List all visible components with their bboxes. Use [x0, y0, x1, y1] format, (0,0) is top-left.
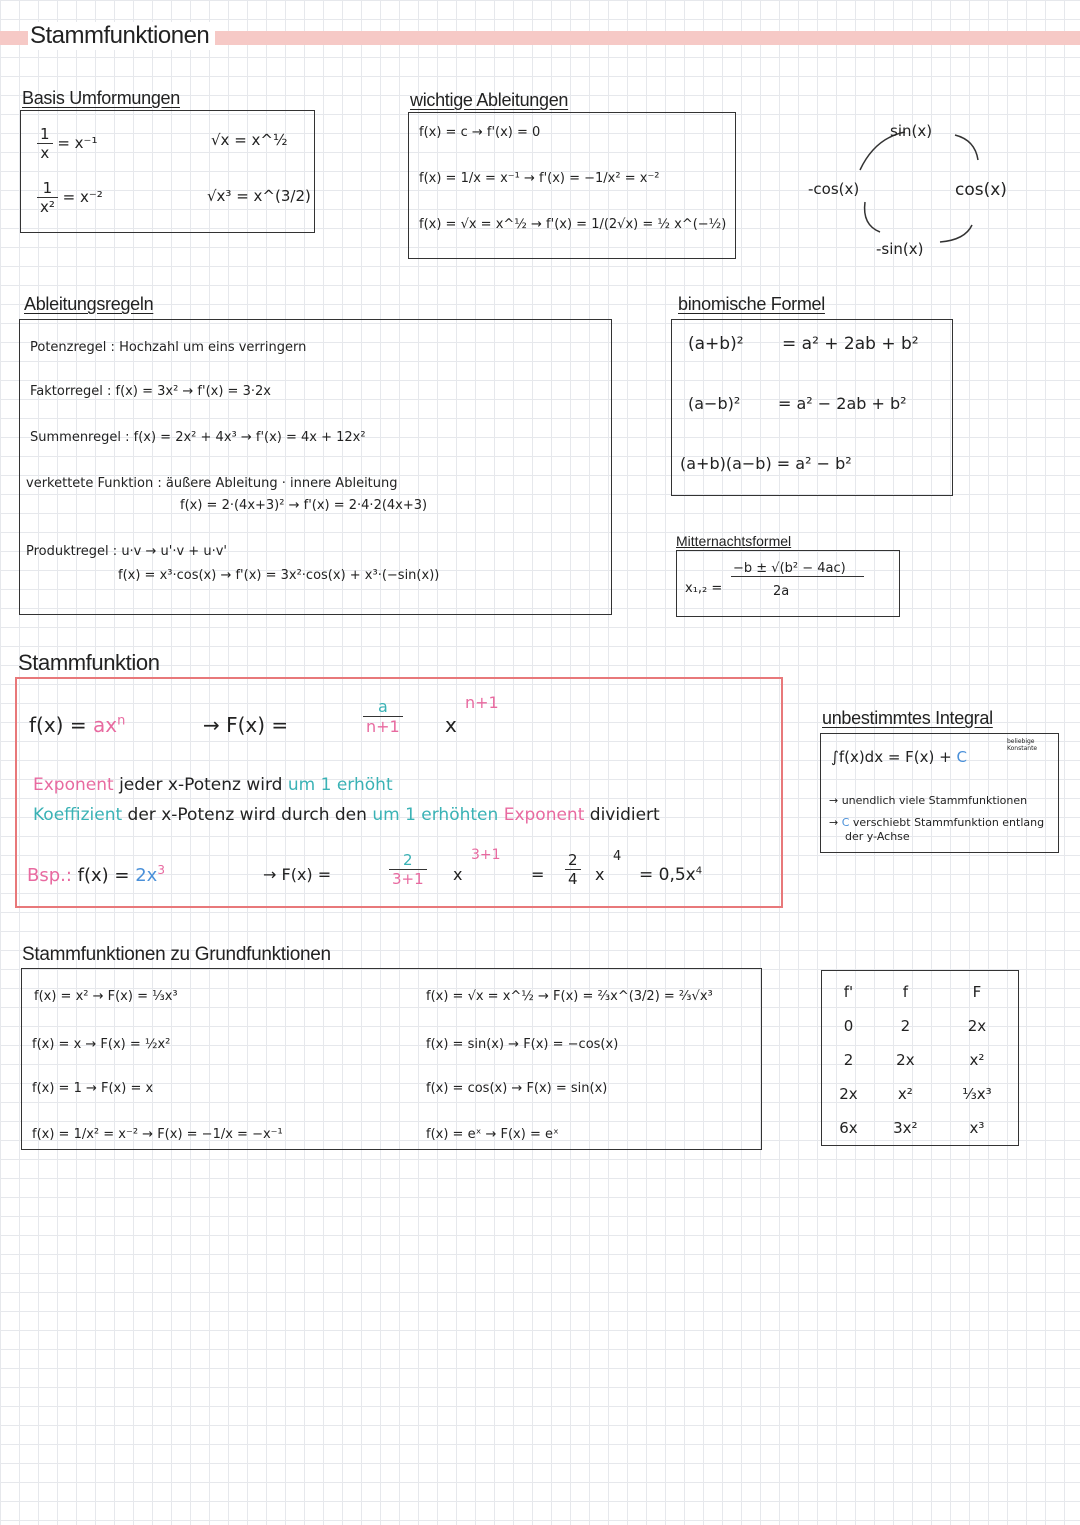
frac-1-over-x: $\frac{1}{x}$: [37, 125, 53, 162]
ableitungen-box: [408, 112, 736, 259]
stamm-formula-exp: n+1: [465, 693, 499, 712]
stamm-heading: Stammfunktion: [18, 650, 160, 675]
stamm-formula-fraction: $\frac{a}{n+1}$: [363, 697, 403, 736]
table-cell: 2x: [967, 1017, 987, 1035]
grund-right-1: f(x) = √x = x^½ → F(x) = ⅔x^(3/2) = ⅔√x³: [426, 989, 713, 1004]
basis-heading: Basis Umformungen: [22, 88, 180, 108]
ableitungen-row2: f(x) = 1/x = x⁻¹ → f'(x) = −1/x² = x⁻²: [419, 171, 660, 186]
integral-bullet2: → C verschiebt Stammfunktion entlang: [829, 816, 1045, 829]
table-cell: 2: [843, 1051, 854, 1069]
binom-box: [671, 319, 953, 496]
grund-left-2: f(x) = x → F(x) = ½x²: [32, 1037, 171, 1052]
stamm-example-x2: x: [595, 865, 605, 884]
table-header-row: [824, 975, 1016, 1009]
table-cell: 3x²: [893, 1119, 918, 1137]
grund-left-1: f(x) = x² → F(x) = ⅓x³: [34, 989, 178, 1004]
integral-bullet2-cont: der y-Achse: [845, 830, 910, 843]
integral-formula: ∫f(x)dx = F(x) + C: [831, 748, 967, 766]
binom-heading: binomische Formel: [678, 294, 825, 314]
binom-2-right: = a² − 2ab + b²: [778, 394, 907, 413]
basis-row1-left: $\frac{1}{x}$ = x⁻¹: [37, 125, 97, 162]
stamm-formula-arrow: → F(x) =: [203, 713, 289, 737]
frac-1-over-x2: $\frac{1}{\text{x²}}$: [37, 179, 58, 216]
table-row: [824, 1111, 1016, 1145]
ableitungen-row3: f(x) = √x = x^½ → f'(x) = 1/(2√x) = ½ x^(−½): [419, 217, 727, 232]
table-header: f: [902, 983, 908, 1001]
binom-3: (a+b)(a−b) = a² − b²: [680, 454, 852, 473]
grund-box: [21, 968, 762, 1150]
table-cell: 2: [900, 1017, 911, 1035]
integral-heading: unbestimmtes Integral: [822, 708, 993, 728]
ableitung-table: [824, 975, 1016, 1145]
produktregel-beispiel: f(x) = x³·cos(x) → f'(x) = 3x²·cos(x) + x³·(−sin(x)): [118, 568, 440, 583]
cycle-arrow-top-right: [955, 135, 978, 160]
table-header: f': [843, 983, 854, 1001]
basis-row2-left: $\frac{1}{\text{x²}}$ = x⁻²: [37, 179, 103, 216]
ableitungen-heading: wichtige Ableitungen: [410, 90, 569, 110]
stamm-formula-lhs: $f(x) = ax^n$: [29, 713, 126, 737]
stamm-example-equals: =: [531, 865, 545, 884]
table-cell: 0: [843, 1017, 854, 1035]
integral-note: beliebige Konstante: [1007, 738, 1038, 752]
cycle-bottom: -sin(x): [876, 240, 924, 258]
cycle-arrow-bottom-left: [865, 202, 880, 232]
stamm-example-lhs: Bsp.: $f(x) = 2x^3$: [27, 863, 165, 886]
stamm-rule-line1: Exponent jeder x-Potenz wird um 1 erhöht: [33, 775, 393, 795]
binom-2-left: (a−b)²: [688, 394, 741, 413]
table-row: [824, 1009, 1016, 1043]
grund-heading: Stammfunktionen zu Grundfunktionen: [22, 944, 331, 965]
grund-left-4: f(x) = 1/x² = x⁻² → F(x) = −1/x = −x⁻¹: [32, 1127, 283, 1142]
mitternacht-numerator: −b ± √(b² − 4ac): [731, 561, 864, 577]
cycle-left: -cos(x): [808, 180, 860, 198]
page-title: Stammfunktionen: [28, 22, 215, 50]
integral-box: [820, 733, 1059, 853]
mitternacht-denominator: 2a: [773, 584, 790, 599]
table-row: [824, 1043, 1016, 1077]
stamm-example-arrow: → F(x) =: [263, 865, 332, 884]
potenzregel: Potenzregel : Hochzahl um eins verringern: [30, 340, 307, 355]
stamm-formula-x: x: [445, 713, 457, 737]
binom-1-right: = a² + 2ab + b²: [782, 334, 919, 354]
table-cell: x²: [969, 1051, 985, 1069]
summenregel: Summenregel : f(x) = 2x² + 4x³ → f'(x) = 4x + 12x²: [30, 430, 366, 445]
stamm-example-fraction2: $\frac{2}{4}$: [565, 851, 581, 888]
cycle-right: cos(x): [955, 180, 1007, 200]
stamm-example-exp2: 4: [613, 849, 622, 864]
ableitung-table-box: [821, 970, 1019, 1146]
kettenregel: verkettete Funktion : äußere Ableitung · innere Ableitung: [26, 476, 398, 491]
regeln-heading: Ableitungsregeln: [24, 294, 154, 314]
table-cell: ⅓x³: [962, 1085, 992, 1103]
table-row: [824, 1077, 1016, 1111]
mitternacht-heading: Mitternachtsformel: [676, 533, 792, 549]
faktorregel: Faktorregel : f(x) = 3x² → f'(x) = 3·2x: [30, 384, 271, 399]
table-cell: 6x: [839, 1119, 858, 1137]
cycle-arrow-right-bottom: [940, 225, 972, 242]
binom-1-left: (a+b)²: [688, 334, 744, 354]
basis-row2-right: √x³ = x^(3/2): [207, 187, 311, 205]
ableitungen-row1: f(x) = c → f'(x) = 0: [419, 125, 541, 140]
stamm-example-fraction: $\frac{2}{3+1}$: [389, 851, 427, 888]
cycle-top: sin(x): [890, 122, 933, 140]
table-cell: 2x: [896, 1051, 915, 1069]
table-cell: x²: [897, 1085, 913, 1103]
produktregel: Produktregel : u·v → u'·v + u·v': [26, 544, 227, 559]
grund-left-3: f(x) = 1 → F(x) = x: [32, 1081, 154, 1096]
mitternacht-lhs: x₁,₂ =: [685, 581, 723, 596]
kettenregel-beispiel: f(x) = 2·(4x+3)² → f'(x) = 2·4·2(4x+3): [180, 498, 428, 513]
regeln-box: [19, 319, 612, 615]
grund-right-4: f(x) = eˣ → F(x) = eˣ: [426, 1127, 559, 1142]
stamm-box: [15, 677, 783, 908]
stamm-example-exp: 3+1: [471, 847, 501, 863]
basis-box: [20, 110, 315, 233]
stamm-rule-line2: Koeffizient der x-Potenz wird durch den um 1 erhöhten Exponent dividiert: [33, 805, 660, 825]
table-cell: x³: [969, 1119, 985, 1137]
stamm-example-result: = $0,5x^4$: [639, 865, 703, 885]
basis-row1-right: √x = x^½: [211, 131, 288, 149]
grund-right-2: f(x) = sin(x) → F(x) = −cos(x): [426, 1037, 619, 1052]
table-header: F: [972, 983, 982, 1001]
grund-right-3: f(x) = cos(x) → F(x) = sin(x): [426, 1081, 608, 1096]
mitternacht-box: [676, 550, 900, 617]
stamm-example-x: x: [453, 865, 463, 884]
table-cell: 2x: [839, 1085, 858, 1103]
integral-bullet1: → unendlich viele Stammfunktionen: [829, 794, 1028, 807]
